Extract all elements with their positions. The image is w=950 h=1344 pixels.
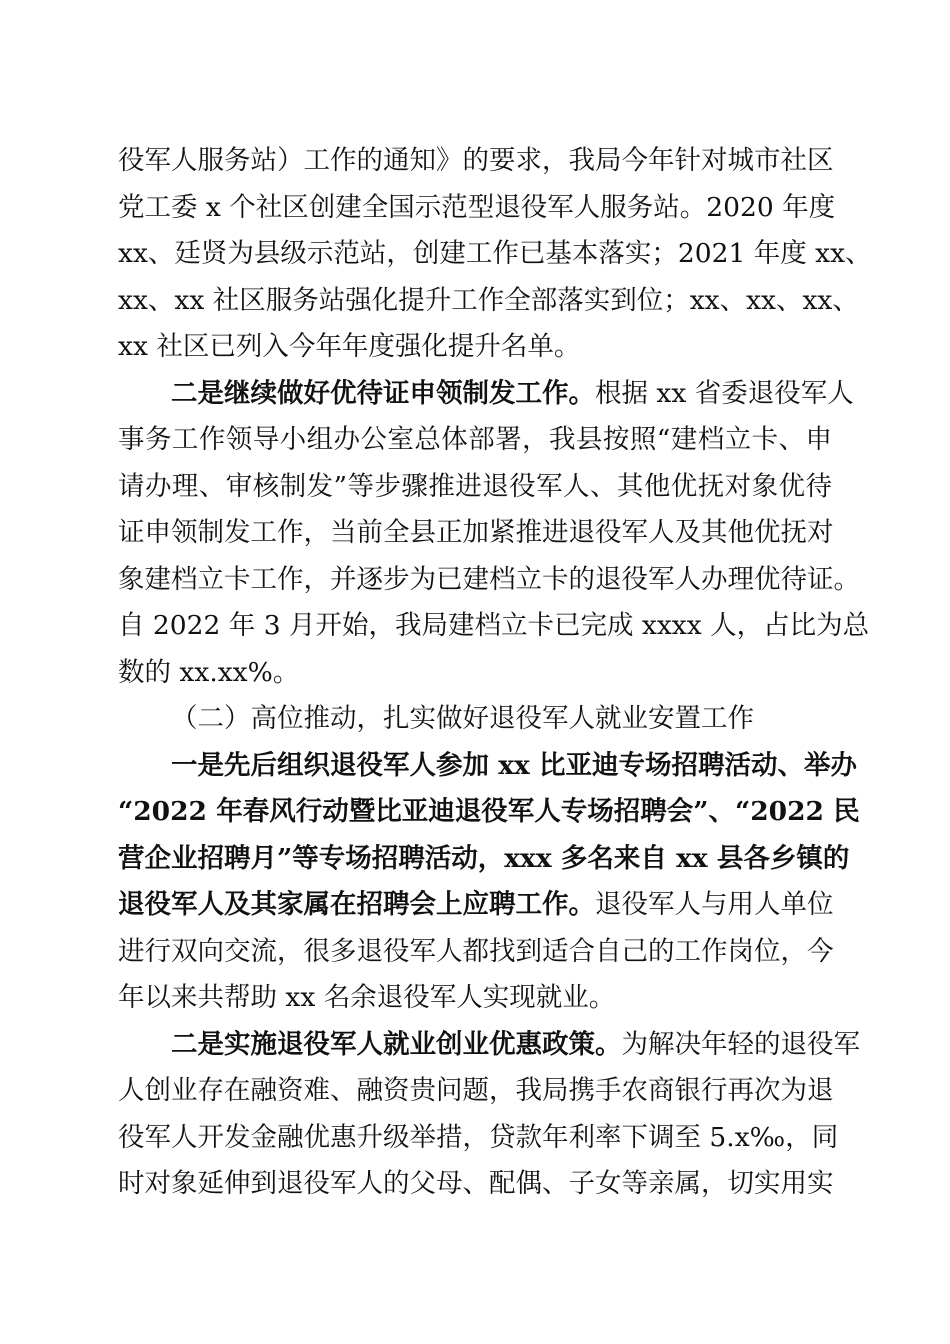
p2-line-7: 数的 xx.xx%。 (118, 656, 300, 688)
p1-line-1: 役军人服务站）工作的通知》的要求，我局今年针对城市社区 (118, 145, 834, 176)
document-page (118, 138, 872, 1208)
p3-line-1: 一是先后组织退役军人参加 xx 比亚迪专场招聘活动、举办 (171, 749, 858, 781)
p3-bold-end: 退役军人及其家属在招聘会上应聘工作。 (118, 889, 595, 920)
p4-line-4: 时对象延伸到退役军人的父母、配偶、子女等亲属，切实用实 (118, 1168, 834, 1199)
p1-line-4: xx、xx 社区服务站强化提升工作全部落实到位；xx、xx、xx、 (118, 284, 859, 316)
p4-line-3: 役军人开发金融优惠升级举措，贷款年利率下调至 5.x‰，同 (118, 1121, 839, 1153)
p4-line-2: 人创业存在融资难、融资贵问题，我局携手农商银行再次为退 (118, 1075, 834, 1106)
p2-line-1 (118, 371, 854, 418)
p2-line-3: 请办理、审核制发”等步骤推进退役军人、其他优抚对象优待 (118, 470, 832, 502)
p2-first-rest: 根据 xx 省委退役军人 (595, 377, 854, 409)
p3-line-3: 营企业招聘月”等专场招聘活动，xxx 多名来自 xx 县各乡镇的 (118, 842, 850, 874)
p2-lead: 二是继续做好优待证申领制发工作。 (171, 377, 595, 409)
p1-line-5: xx 社区已列入今年年度强化提升名单。 (118, 331, 581, 362)
p3-line-5: 进行双向交流，很多退役军人都找到适合自己的工作岗位，今 (118, 935, 834, 967)
p3-line-2: “2022 年春风行动暨比亚迪退役军人专场招聘会”、“2022 民 (118, 796, 860, 827)
p2-line-2: 事务工作领导小组办公室总体部署，我县按照“建档立卡、申 (118, 424, 832, 455)
p3-tail: 退役军人与用人单位 (595, 889, 834, 920)
p2-line-6: 自 2022 年 3 月开始，我局建档立卡已完成 xxxx 人，占比为总 (118, 610, 870, 641)
p4-lead: 二是实施退役军人就业创业优惠政策。 (171, 1028, 622, 1060)
p1-line-3: xx、廷贤为县级示范站，创建工作已基本落实；2021 年度 xx、 (118, 238, 872, 269)
p2-line-4: 证申领制发工作，当前全县正加紧推进退役军人及其他优抚对 (118, 517, 834, 548)
p2-line-5: 象建档立卡工作，并逐步为已建档立卡的退役军人办理优待证。 (118, 563, 860, 595)
p1-line-2: 党工委 x 个社区创建全国示范型退役军人服务站。2020 年度 (118, 191, 836, 223)
section-heading: （二）高位推动，扎实做好退役军人就业安置工作 (171, 703, 754, 734)
p3-line-4 (118, 882, 832, 929)
p4-line-1 (118, 1022, 860, 1069)
p4-first-rest: 为解决年轻的退役军 (621, 1028, 860, 1060)
p3-line-6: 年以来共帮助 xx 名余退役军人实现就业。 (118, 982, 616, 1013)
